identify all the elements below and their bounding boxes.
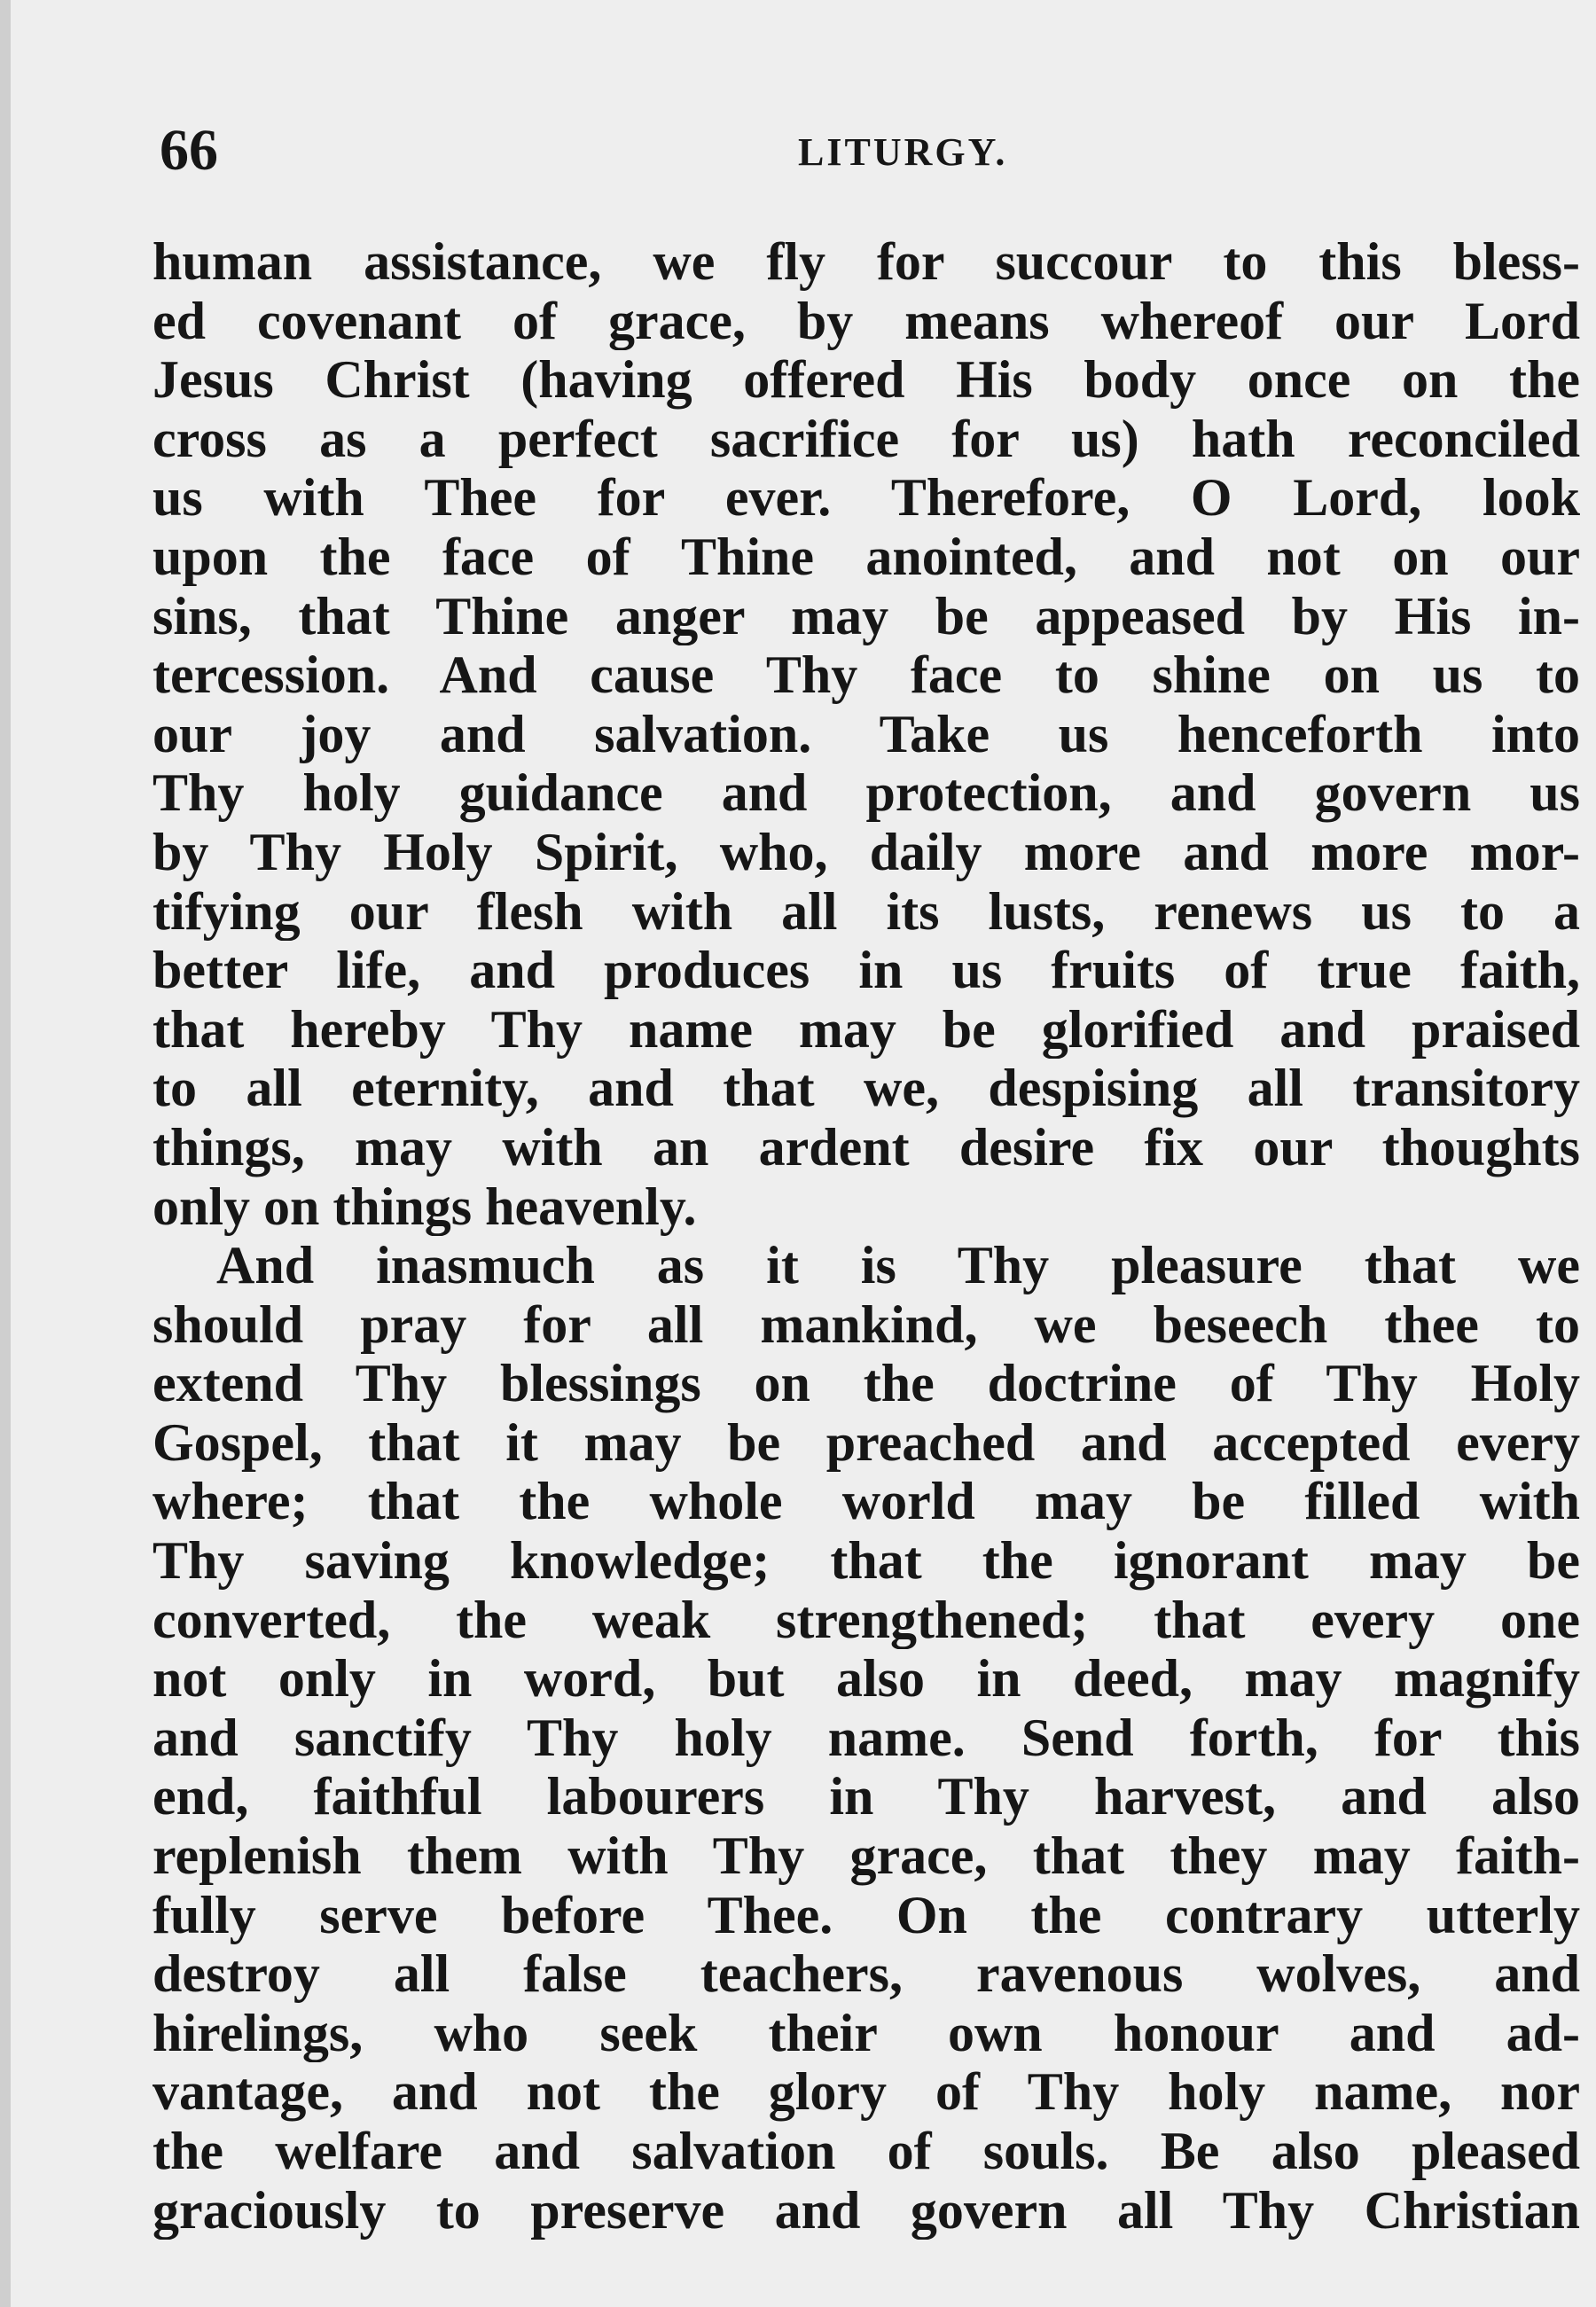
text-line: fully serve before Thee. On the contrary utterly [153,1885,1580,1944]
text-line: Gospel, that it may be preached and accepted every [153,1412,1580,1472]
text-line: and sanctify Thy holy name. Send forth, for this [153,1708,1580,1767]
running-title: LITURGY. [798,130,1008,174]
text-line: Jesus Christ (having offered His body once on the [153,350,1580,410]
text-line: better life, and produces in us fruits of true faith, [153,941,1580,1000]
text-line: where; that the whole world may be filled with [153,1472,1580,1531]
text-line: cross as a perfect sacrifice for us) hath reconciled [153,409,1580,468]
text-line: us with Thee for ever. Therefore, O Lord, look [153,468,1580,528]
text-line: graciously to preserve and govern all Thy Christian [153,2180,1580,2240]
text-line: converted, the weak strengthened; that every one [153,1590,1580,1649]
text-line: hirelings, who seek their own honour and ad- [153,2003,1580,2062]
paragraph-start-line: And inasmuch as it is Thy pleasure that we [216,1236,1580,1295]
text-line: sins, that Thine anger may be appeased by His in- [153,586,1580,645]
text-line: tercession. And cause Thy face to shine on us to [153,645,1580,705]
text-line: our joy and salvation. Take us henceforth into [153,704,1580,763]
text-line: should pray for all mankind, we beseech thee to [153,1294,1580,1354]
text-line: end, faithful labourers in Thy harvest, and also [153,1767,1580,1826]
text-line: things, may with an ardent desire fix our thoughts [153,1117,1580,1177]
text-line: replenish them with Thy grace, that they may faith- [153,1826,1580,1886]
text-line: upon the face of Thine anointed, and not on our [153,527,1580,586]
text-line: Thy saving knowledge; that the ignorant may be [153,1531,1580,1591]
text-line: to all eternity, and that we, despising all transitory [153,1059,1580,1118]
page-edge [0,0,11,2307]
text-line: that hereby Thy name may be glorified and praised [153,999,1580,1059]
page-number: 66 [160,118,218,183]
text-line: human assistance, we fly for succour to this bless- [153,232,1580,291]
text-line: destroy all false teachers, ravenous wolves, and [153,1944,1580,2004]
text-line: by Thy Holy Spirit, who, daily more and more mor- [153,822,1580,881]
text-line: the welfare and salvation of souls. Be also pleased [153,2122,1580,2180]
text-line: ed covenant of grace, by means whereof our Lord [153,291,1580,350]
paragraph-end-line: only on things heavenly. [153,1177,697,1236]
text-line: tifying our flesh with all its lusts, renews us to a [153,881,1580,941]
running-head [160,106,1587,186]
text-line: not only in word, but also in deed, may magnify [153,1649,1580,1709]
text-line: Thy holy guidance and protection, and govern us [153,763,1580,823]
text-line: extend Thy blessings on the doctrine of Thy Holy [153,1354,1580,1413]
body-text [153,232,1580,2240]
text-line: vantage, and not the glory of Thy holy name, nor [153,2062,1580,2122]
